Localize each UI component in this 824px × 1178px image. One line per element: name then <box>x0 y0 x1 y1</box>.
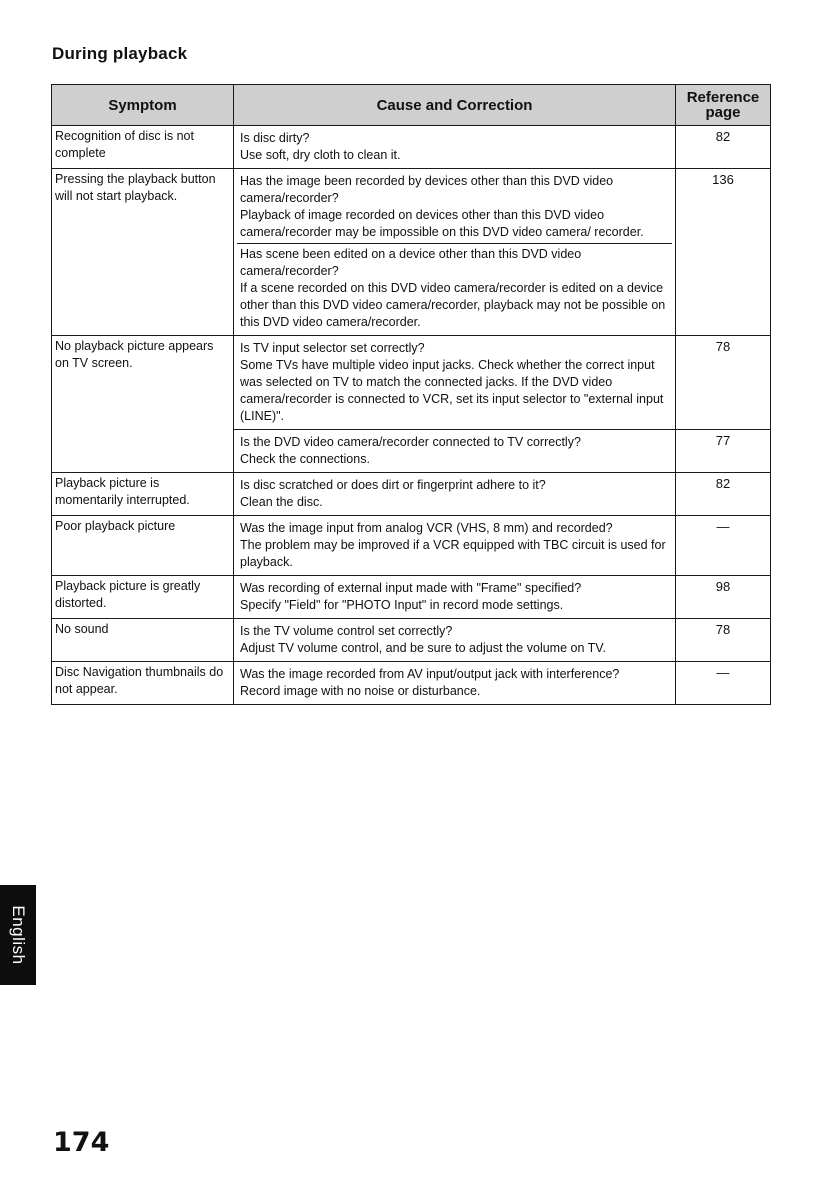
cause-block <box>237 338 672 427</box>
cause-question: Is the DVD video camera/recorder connected to TV correctly? <box>240 435 581 449</box>
reference-cell: 78 <box>676 619 771 662</box>
section-title: During playback <box>52 44 188 63</box>
cause-answer: Record image with no noise or disturbance. <box>240 684 481 698</box>
table-header-row <box>52 85 771 126</box>
symptom-cell: No playback picture appears on TV screen. <box>52 336 234 473</box>
symptom-cell: Recognition of disc is not complete <box>52 126 234 169</box>
cause-question: Has the image been recorded by devices other than this DVD video camera/recorder? <box>240 174 614 205</box>
cause-cell <box>234 430 676 473</box>
symptom-header: Symptom <box>52 85 234 126</box>
reference-header: Reference page <box>676 85 771 126</box>
cause-question: Was recording of external input made with "Frame" specified? <box>240 581 582 595</box>
reference-cell: 82 <box>676 126 771 169</box>
cause-block <box>237 621 672 659</box>
cause-answer: Use soft, dry cloth to clean it. <box>240 148 401 162</box>
cause-answer: Clean the disc. <box>240 495 323 509</box>
reference-cell: 77 <box>676 430 771 473</box>
cause-question: Is disc dirty? <box>240 131 310 145</box>
cause-answer: The problem may be improved if a VCR equipped with TBC circuit is used for playback. <box>240 538 666 569</box>
cause-answer: Check the connections. <box>240 452 370 466</box>
reference-cell: — <box>676 516 771 576</box>
table-row <box>52 336 771 430</box>
cause-cell <box>234 576 676 619</box>
cause-header: Cause and Correction <box>234 85 676 126</box>
language-tab-label: English <box>9 905 28 965</box>
troubleshooting-table <box>51 84 771 705</box>
table-row <box>52 473 771 516</box>
cause-block <box>237 171 672 243</box>
cause-answer: Adjust TV volume control, and be sure to adjust the volume on TV. <box>240 641 606 655</box>
cause-cell <box>234 336 676 430</box>
symptom-cell: Pressing the playback button will not start playback. <box>52 169 234 336</box>
table-row <box>52 576 771 619</box>
cause-cell <box>234 169 676 336</box>
reference-cell: — <box>676 662 771 705</box>
cause-block <box>237 128 672 166</box>
reference-cell: 78 <box>676 336 771 430</box>
reference-cell: 136 <box>676 169 771 336</box>
cause-cell <box>234 662 676 705</box>
cause-question: Was the image recorded from AV input/output jack with interference? <box>240 667 620 681</box>
cause-answer: If a scene recorded on this DVD video camera/recorder is edited on a device other than this DVD video camera/recorder, playback may not be possible on this DVD video camera/recorder. <box>240 281 666 329</box>
cause-question: Has scene been edited on a device other than this DVD video camera/recorder? <box>240 247 582 278</box>
cause-question: Is the TV volume control set correctly? <box>240 624 453 638</box>
cause-cell <box>234 126 676 169</box>
reference-cell: 82 <box>676 473 771 516</box>
reference-cell: 98 <box>676 576 771 619</box>
table-row <box>52 619 771 662</box>
cause-question: Is TV input selector set correctly? <box>240 341 425 355</box>
cause-answer: Playback of image recorded on devices other than this DVD video camera/recorder may be impossible on this DVD video camera/ recorder. <box>240 208 644 239</box>
table-row <box>52 662 771 705</box>
cause-cell <box>234 619 676 662</box>
symptom-cell: Disc Navigation thumbnails do not appear. <box>52 662 234 705</box>
cause-block <box>237 432 672 470</box>
symptom-cell: Playback picture is greatly distorted. <box>52 576 234 619</box>
table-row <box>52 516 771 576</box>
symptom-cell: No sound <box>52 619 234 662</box>
cause-block <box>237 243 672 333</box>
cause-answer: Specify "Field" for "PHOTO Input" in record mode settings. <box>240 598 564 612</box>
page-number: 174 <box>53 1127 110 1158</box>
cause-cell <box>234 516 676 576</box>
cause-cell <box>234 473 676 516</box>
cause-block <box>237 578 672 616</box>
cause-block <box>237 518 672 573</box>
symptom-cell: Poor playback picture <box>52 516 234 576</box>
cause-block <box>237 475 672 513</box>
cause-question: Was the image input from analog VCR (VHS, 8 mm) and recorded? <box>240 521 613 535</box>
symptom-cell: Playback picture is momentarily interrupted. <box>52 473 234 516</box>
table-row <box>52 126 771 169</box>
cause-question: Is disc scratched or does dirt or fingerprint adhere to it? <box>240 478 546 492</box>
language-side-tab <box>0 885 36 985</box>
table-row <box>52 169 771 336</box>
cause-answer: Some TVs have multiple video input jacks. Check whether the correct input was selected on TV to match the connected jacks. If the DVD video camera/recorder is connected to VCR, set its input selector to "external input (LINE)". <box>240 358 664 423</box>
cause-block <box>237 664 672 702</box>
